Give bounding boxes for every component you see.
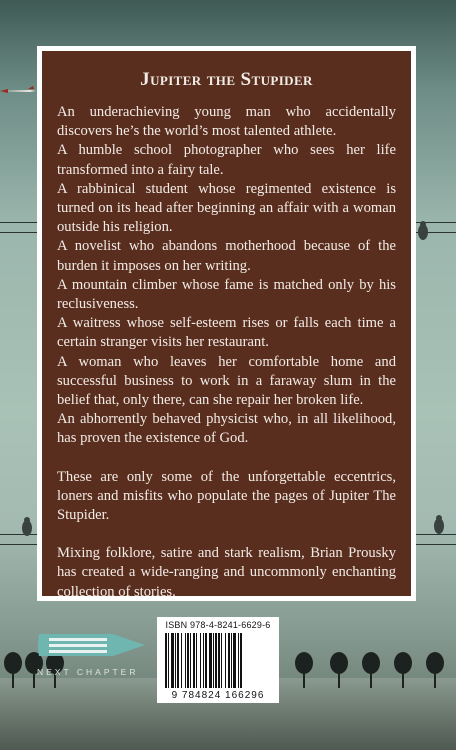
bird-icon: [432, 514, 446, 536]
tree-icon: [394, 652, 412, 688]
tree-icon: [4, 652, 22, 688]
barcode-bars: [165, 633, 271, 688]
blurb-paragraph: An underachieving young man who accidentally discovers he’s the world’s most talented athlete.: [57, 104, 396, 140]
book-title: Jupiter the Stupider: [140, 69, 313, 90]
blurb-paragraph: A woman who leaves her comfortable home and successful business to work in a faraway slum in the belief that, only there, can she repair her broken life.: [57, 353, 396, 409]
tree-icon: [362, 652, 380, 688]
blurb-paragraph: A novelist who abandons motherhood because of the burden it imposes on her writing.: [57, 238, 396, 274]
airplane-icon: [0, 86, 36, 96]
tree-icon: [426, 652, 444, 688]
blurb-paragraph: An abhorrently behaved physicist who, in all likelihood, has proven the existence of God.: [57, 411, 396, 447]
tree-icon: [330, 652, 348, 688]
blurb-paragraph: A mountain climber whose fame is matched only by his reclusiveness.: [57, 276, 396, 313]
isbn-label: ISBN 978-4-8241-6629-6: [165, 620, 271, 630]
isbn-barcode: [157, 617, 279, 703]
tree-icon: [295, 652, 313, 688]
blurb-panel: [37, 46, 416, 601]
closing-paragraph: Mixing folklore, satire and stark realism, Brian Prousky has created a wide-ranging and uncommonly enchanting collection of stories.: [57, 545, 396, 600]
bird-icon: [20, 516, 34, 538]
bird-icon: [416, 220, 430, 242]
blurb-panel-inner: [42, 51, 411, 600]
blurb-paragraph: A waitress whose self-esteem rises or falls each time a certain stranger visits her restaurant.: [57, 315, 396, 351]
blurb-paragraph: A humble school photographer who sees her life transformed into a fairy tale.: [57, 142, 396, 178]
barcode-digits: 9 784824 166296: [171, 690, 265, 701]
closing-paragraph: These are only some of the unforgettable eccentrics, loners and misfits who populate the pages of Jupiter The Stupider.: [57, 468, 396, 524]
blurb-paragraph: A rabbinical student whose regimented existence is turned on its head after beginning an affair with a woman outside his religion.: [57, 180, 396, 236]
publisher-name: NEXT CHAPTER: [37, 667, 139, 677]
